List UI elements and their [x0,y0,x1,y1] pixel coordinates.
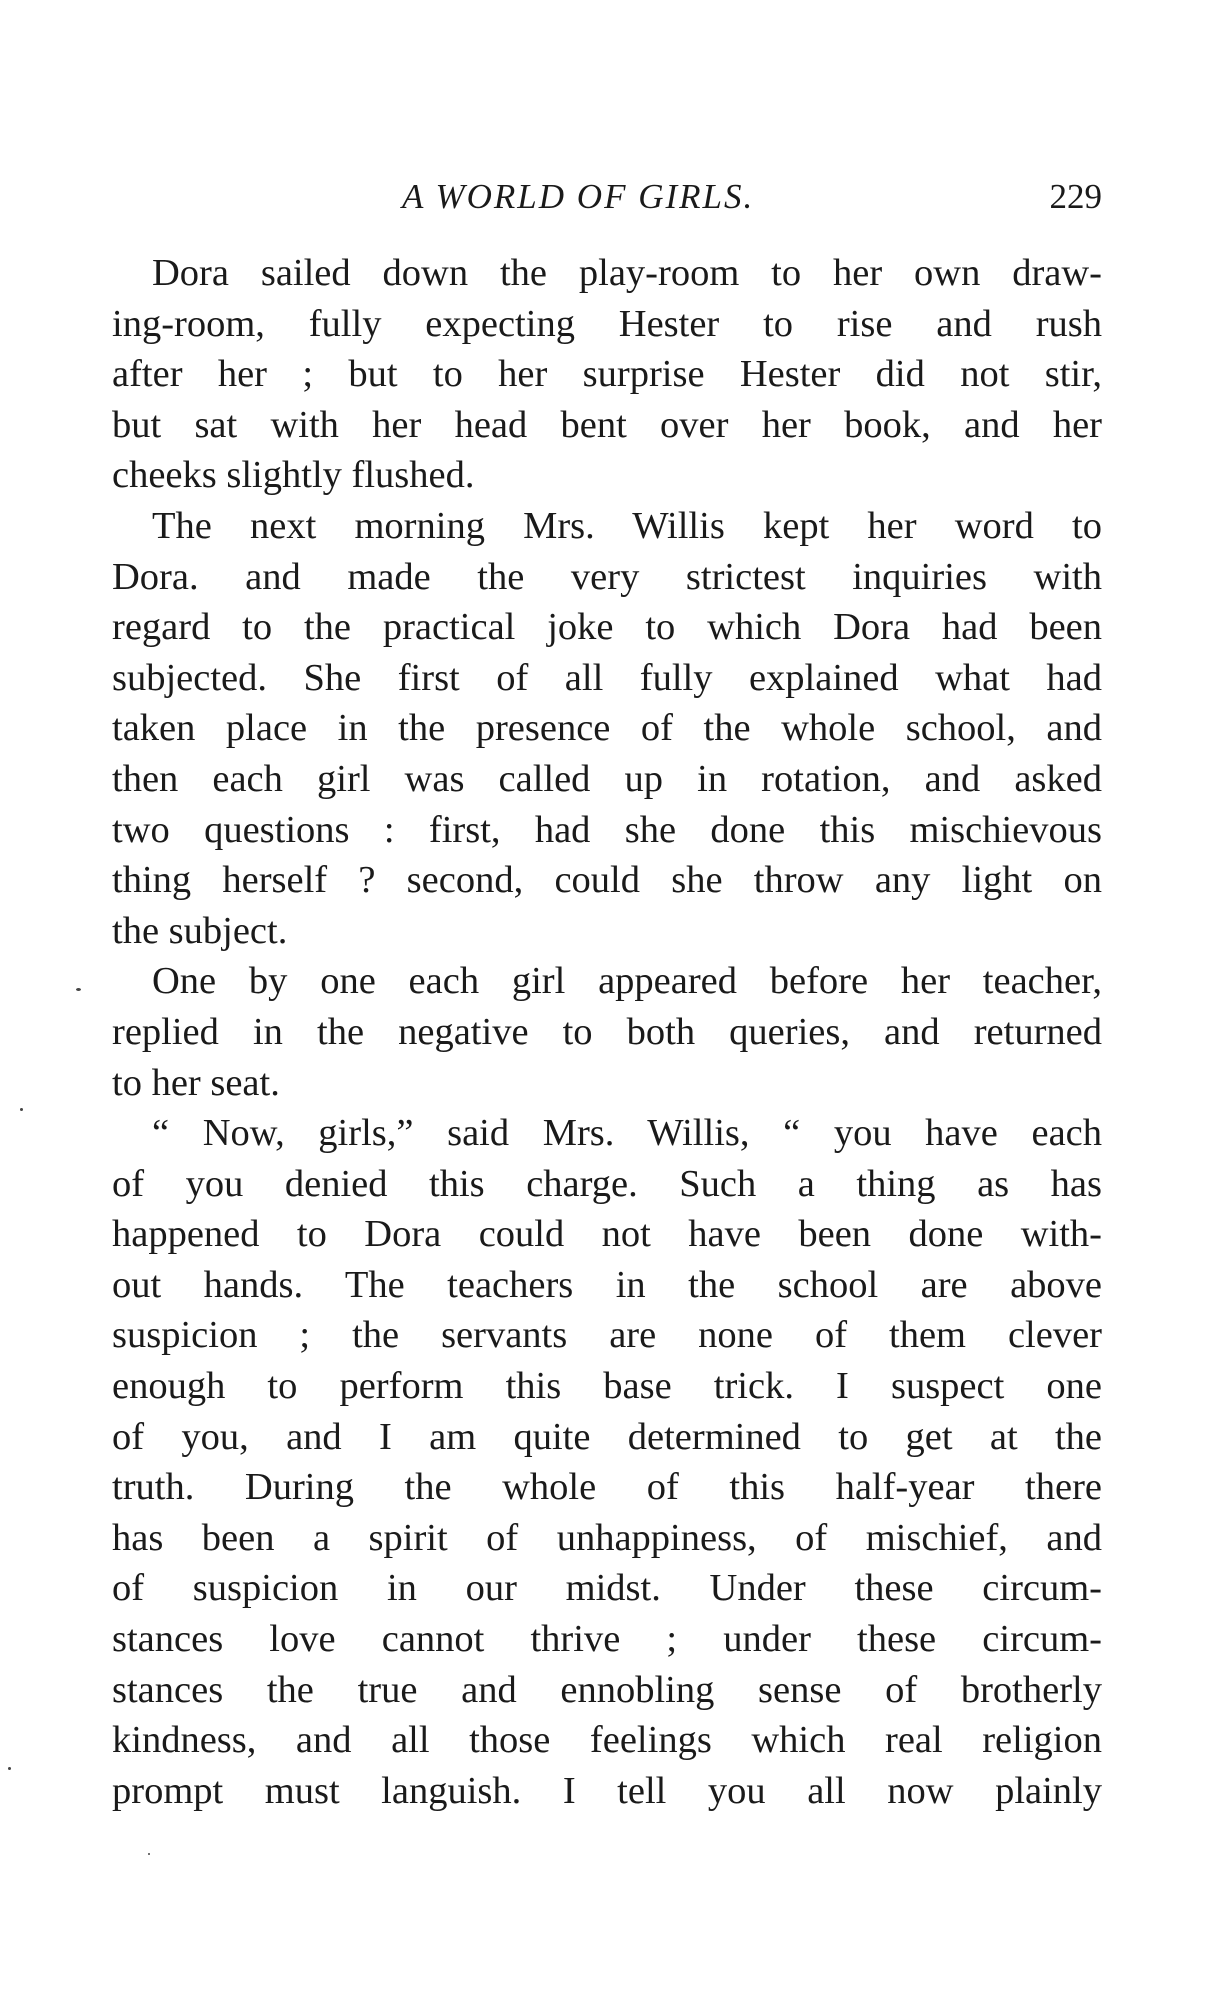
text-line: of you denied this charge. Such a thing as has [112,1162,1102,1205]
text-line: happened to Dora could not have been done with- [112,1213,1102,1256]
text-line: ing-room, fully expecting Hester to rise and rush [112,302,1102,345]
scan-speck [148,1853,150,1855]
text-line: replied in the negative to both queries, and returned [112,1010,1102,1053]
text-line: Dora sailed down the play-room to her own draw- [152,252,1102,294]
text-line: of you, and I am quite determined to get at the [112,1415,1102,1458]
scan-speck [20,1108,23,1111]
text-line: regard to the practical joke to which Dora had been [112,606,1102,649]
text-line: stances the true and ennobling sense of brotherly [112,1668,1102,1711]
text-line: the subject. [112,909,288,952]
text-line: subjected. She first of all fully explained what had [112,656,1102,699]
text-line: cheeks slightly flushed. [112,454,475,497]
text-line: after her ; but to her surprise Hester did not stir, [112,353,1102,396]
text-line: but sat with her head bent over her book, and her [112,403,1102,446]
text-line: two questions : first, had she done this mischievous [112,808,1102,851]
text-line: One by one each girl appeared before her teacher, [152,960,1102,1003]
running-title: A WORLD OF GIRLS. [402,177,755,216]
text-line: taken place in the presence of the whole school, and [112,707,1102,750]
text-line: truth. During the whole of this half-year there [112,1466,1102,1509]
scan-speck [76,988,81,991]
text-line: enough to perform this base trick. I suspect one [112,1365,1102,1408]
text-line: of suspicion in our midst. Under these circum- [112,1567,1102,1610]
text-line: kindness, and all those feelings which real religion [112,1719,1102,1762]
page-number: 229 [1049,177,1102,216]
text-line: “ Now, girls,” said Mrs. Willis, “ you have each [152,1112,1102,1155]
text-line: suspicion ; the servants are none of them clever [112,1314,1102,1357]
body-text [112,248,1102,1816]
text-line: The next morning Mrs. Willis kept her word to [152,504,1102,547]
text-line: stances love cannot thrive ; under these circum- [112,1618,1102,1661]
text-line: to her seat. [112,1061,280,1104]
text-line: prompt must languish. I tell you all now plainly [112,1769,1102,1812]
text-line: Dora. and made the very strictest inquiries with [112,555,1102,598]
text-line: then each girl was called up in rotation, and asked [112,757,1102,800]
scan-speck [8,1767,11,1770]
text-line: out hands. The teachers in the school are above [112,1263,1102,1306]
text-line: thing herself ? second, could she throw any light on [112,859,1102,902]
text-line: has been a spirit of unhappiness, of mischief, and [112,1516,1102,1559]
page-header [112,172,1102,222]
